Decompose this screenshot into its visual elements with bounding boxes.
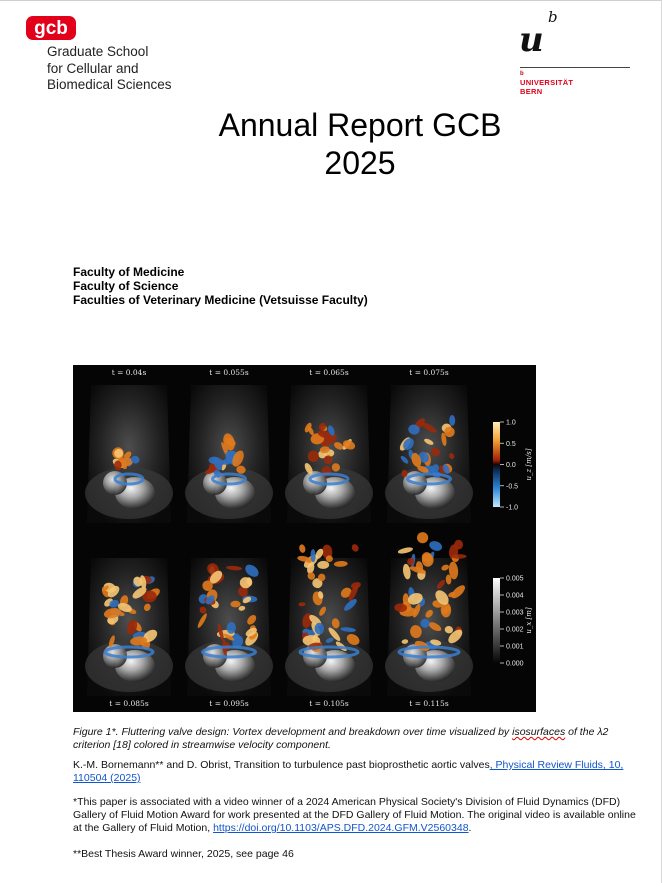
school-name-line: Biomedical Sciences [47,77,172,92]
time-label: t = 0.075s [409,368,449,377]
colorbar-tick-label: -0.5 [506,483,519,491]
time-label: t = 0.04s [111,368,147,377]
vortex-panel [185,558,273,696]
colorbar-tick-label: 1.0 [506,419,516,427]
title-line: Annual Report GCB [218,107,502,143]
logo-letter-u: u [519,20,544,60]
reference-text: K.-M. Bornemann** and D. Obrist, Transition to turbulence past bioprosthetic aortic valves [73,759,490,771]
colorbar-tick-label: 0.003 [506,609,524,617]
gcb-logo [26,14,86,42]
award-note-text: *This paper is associated with a video winner of a 2024 American Physical Society's Division of Fluid Dynamics (DFD) Gallery of Fluid Motion Award for work presented at the DFD Gallery of Fluid Motion. The original video is available online at the Gallery of Fluid Motion, [73,796,636,834]
university-name-line: UNIVERSITÄT [520,78,574,87]
logo-letter-b: b [548,8,558,26]
colorbar-axis-label: u_z [m/s] [525,448,533,481]
vortex-panel [85,385,173,523]
colorbar-tick-label: 0.004 [506,592,524,600]
university-name [520,79,573,96]
school-name [47,44,172,94]
faculty-item: Faculties of Veterinary Medicine (Vetsuisse Faculty) [73,293,368,307]
time-label: t = 0.055s [209,368,249,377]
colorbar-tick-label: -1.0 [506,504,519,512]
colorbar-axis-label: u_x [m] [525,607,533,634]
journal-link[interactable]: , Physical Review Fluids, 10, 110504 (2025) [73,759,624,784]
caption-text: Fluttering valve design: Vortex development and breakdown over time visualized by [118,726,513,738]
vortex-panel [385,532,473,696]
caption-misspelled-word: isosurfaces [512,726,566,738]
school-name-line: for Cellular and [47,60,139,76]
colorbar-tick-label: 0.005 [506,575,524,583]
doi-link[interactable]: https://doi.org/10.1103/APS.DFD.2024.GFM.V2560348 [213,822,469,834]
time-label: t = 0.115s [409,699,449,708]
velocity-colorbar [493,422,500,507]
colorbar-tick-label: 0.001 [506,643,524,651]
vortex-panel [385,385,473,523]
vortex-panel [85,558,173,696]
time-label: t = 0.065s [309,368,349,377]
faculty-item: Faculty of Medicine [73,265,185,279]
figure-caption [73,726,638,752]
time-label: t = 0.105s [309,699,349,708]
school-name-line: Graduate School [47,44,149,59]
vortex-panel [285,385,373,523]
vortex-figure [73,365,536,712]
faculty-list [73,265,368,307]
award-note-end: . [468,822,472,834]
page-top-border [0,0,662,1]
time-label: t = 0.085s [109,699,149,708]
faculty-item: Faculty of Science [73,279,179,293]
svg-text:gcb: gcb [34,18,68,39]
caption-text-end: of the λ2 criterion [18] colored in streamwise velocity component. [73,726,609,751]
university-name-line: BERN [520,86,543,96]
page-title [160,106,560,182]
publication-reference [73,759,648,785]
colorbar-tick-label: 0.5 [506,440,516,448]
colorbar-tick-label: 0.002 [506,626,524,634]
time-label: t = 0.095s [209,699,249,708]
award-note [73,796,643,835]
logo-small-b: b [520,71,524,77]
thesis-award-note: **Best Thesis Award winner, 2025, see page 46 [73,848,294,860]
magnitude-colorbar [493,578,500,663]
title-line: 2025 [324,145,396,181]
colorbar-tick-label: 0.0 [506,462,516,469]
colorbar-tick-label: 0.000 [506,660,524,668]
vortex-panel [185,385,273,523]
caption-label: Figure 1*. [73,726,119,738]
logo-rule [520,67,630,68]
university-bern-logo [517,8,637,98]
vortex-panel [285,543,373,696]
